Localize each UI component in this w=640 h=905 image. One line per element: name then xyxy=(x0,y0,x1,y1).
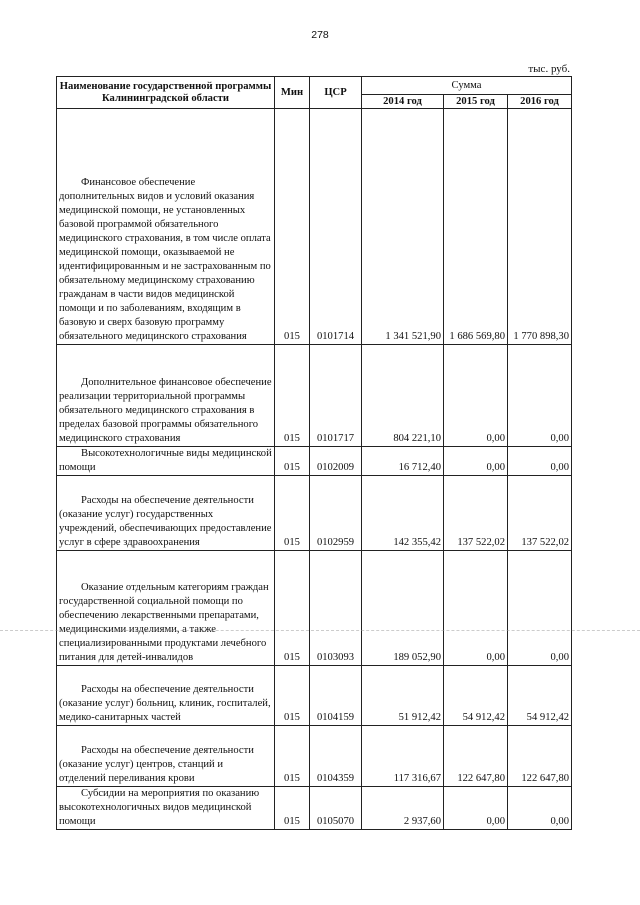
header-year-2016: 2016 год xyxy=(508,95,572,109)
row-min: 015 xyxy=(275,476,310,551)
row-2014: 142 355,42 xyxy=(362,476,444,551)
row-min: 015 xyxy=(275,787,310,830)
row-2014: 1 341 521,90 xyxy=(362,109,444,345)
header-year-2014: 2014 год xyxy=(362,95,444,109)
row-name: Расходы на обеспечение деятельности (оказание услуг) больниц, клиник, госпиталей, медико-санитарных частей xyxy=(57,666,275,726)
row-2016: 0,00 xyxy=(508,787,572,830)
row-2014: 804 221,10 xyxy=(362,345,444,447)
row-name: Расходы на обеспечение деятельности (оказание услуг) государственных учреждений, обеспечивающих предоставление услуг в сфере здравоохранения xyxy=(57,476,275,551)
row-2014: 51 912,42 xyxy=(362,666,444,726)
header-min: Мин xyxy=(275,77,310,109)
row-2015: 0,00 xyxy=(444,787,508,830)
row-2014: 189 052,90 xyxy=(362,551,444,666)
row-2015: 122 647,80 xyxy=(444,726,508,787)
row-2016: 0,00 xyxy=(508,551,572,666)
row-2014: 2 937,60 xyxy=(362,787,444,830)
row-csr: 0101717 xyxy=(310,345,362,447)
row-2016: 0,00 xyxy=(508,447,572,476)
table-header-row xyxy=(57,77,572,95)
scan-artifact-line xyxy=(0,630,640,631)
table-row xyxy=(57,447,572,476)
row-csr: 0102009 xyxy=(310,447,362,476)
row-name: Высокотехнологичные виды медицинской помощи xyxy=(57,447,275,476)
header-name: Наименование государственной программы Калининградской области xyxy=(57,77,275,109)
table-row xyxy=(57,726,572,787)
row-csr: 0104159 xyxy=(310,666,362,726)
row-min: 015 xyxy=(275,447,310,476)
table-row xyxy=(57,551,572,666)
row-2015: 0,00 xyxy=(444,447,508,476)
row-min: 015 xyxy=(275,666,310,726)
row-2015: 54 912,42 xyxy=(444,666,508,726)
table-row xyxy=(57,787,572,830)
units-label: тыс. руб. xyxy=(528,63,570,75)
row-csr: 0102959 xyxy=(310,476,362,551)
row-name: Расходы на обеспечение деятельности (оказание услуг) центров, станций и отделений переливания крови xyxy=(57,726,275,787)
header-sum: Сумма xyxy=(362,77,572,95)
row-2016: 0,00 xyxy=(508,345,572,447)
row-name: Финансовое обеспечение дополнительных видов и условий оказания медицинской помощи, не установленных базовой программой обязательного медицинского страхования, в том числе оплата медицинской помощи, оказываемой не идентифицированным и не застрахованным по обязательному медицинскому страхованию гражданам в части видов медицинской помощи и по заболеваниям, входящим в базовую и сверх базовую программу обязательного медицинского страхования xyxy=(57,109,275,345)
row-name: Оказание отдельным категориям граждан государственной социальной помощи по обеспечению лекарственными препаратами, медицинскими изделиями, а также специализированными продуктами лечебного питания для детей-инвалидов xyxy=(57,551,275,666)
row-csr: 0101714 xyxy=(310,109,362,345)
row-csr: 0105070 xyxy=(310,787,362,830)
table-row xyxy=(57,345,572,447)
header-csr: ЦСР xyxy=(310,77,362,109)
row-min: 015 xyxy=(275,109,310,345)
row-2016: 54 912,42 xyxy=(508,666,572,726)
row-2015: 0,00 xyxy=(444,551,508,666)
row-2015: 1 686 569,80 xyxy=(444,109,508,345)
row-min: 015 xyxy=(275,345,310,447)
row-2015: 0,00 xyxy=(444,345,508,447)
table-row xyxy=(57,666,572,726)
row-name: Субсидии на мероприятия по оказанию высокотехнологичных видов медицинской помощи xyxy=(57,787,275,830)
header-year-2015: 2015 год xyxy=(444,95,508,109)
row-2015: 137 522,02 xyxy=(444,476,508,551)
budget-table xyxy=(56,76,572,830)
table-row xyxy=(57,109,572,345)
row-2014: 16 712,40 xyxy=(362,447,444,476)
row-min: 015 xyxy=(275,551,310,666)
row-2016: 137 522,02 xyxy=(508,476,572,551)
row-csr: 0103093 xyxy=(310,551,362,666)
row-csr: 0104359 xyxy=(310,726,362,787)
row-min: 015 xyxy=(275,726,310,787)
row-name: Дополнительное финансовое обеспечение реализации территориальной программы обязательного медицинского страхования в пределах базовой программы обязательного медицинского страхования xyxy=(57,345,275,447)
row-2016: 122 647,80 xyxy=(508,726,572,787)
row-2014: 117 316,67 xyxy=(362,726,444,787)
table-row xyxy=(57,476,572,551)
page-number: 278 xyxy=(311,29,329,41)
row-2016: 1 770 898,30 xyxy=(508,109,572,345)
